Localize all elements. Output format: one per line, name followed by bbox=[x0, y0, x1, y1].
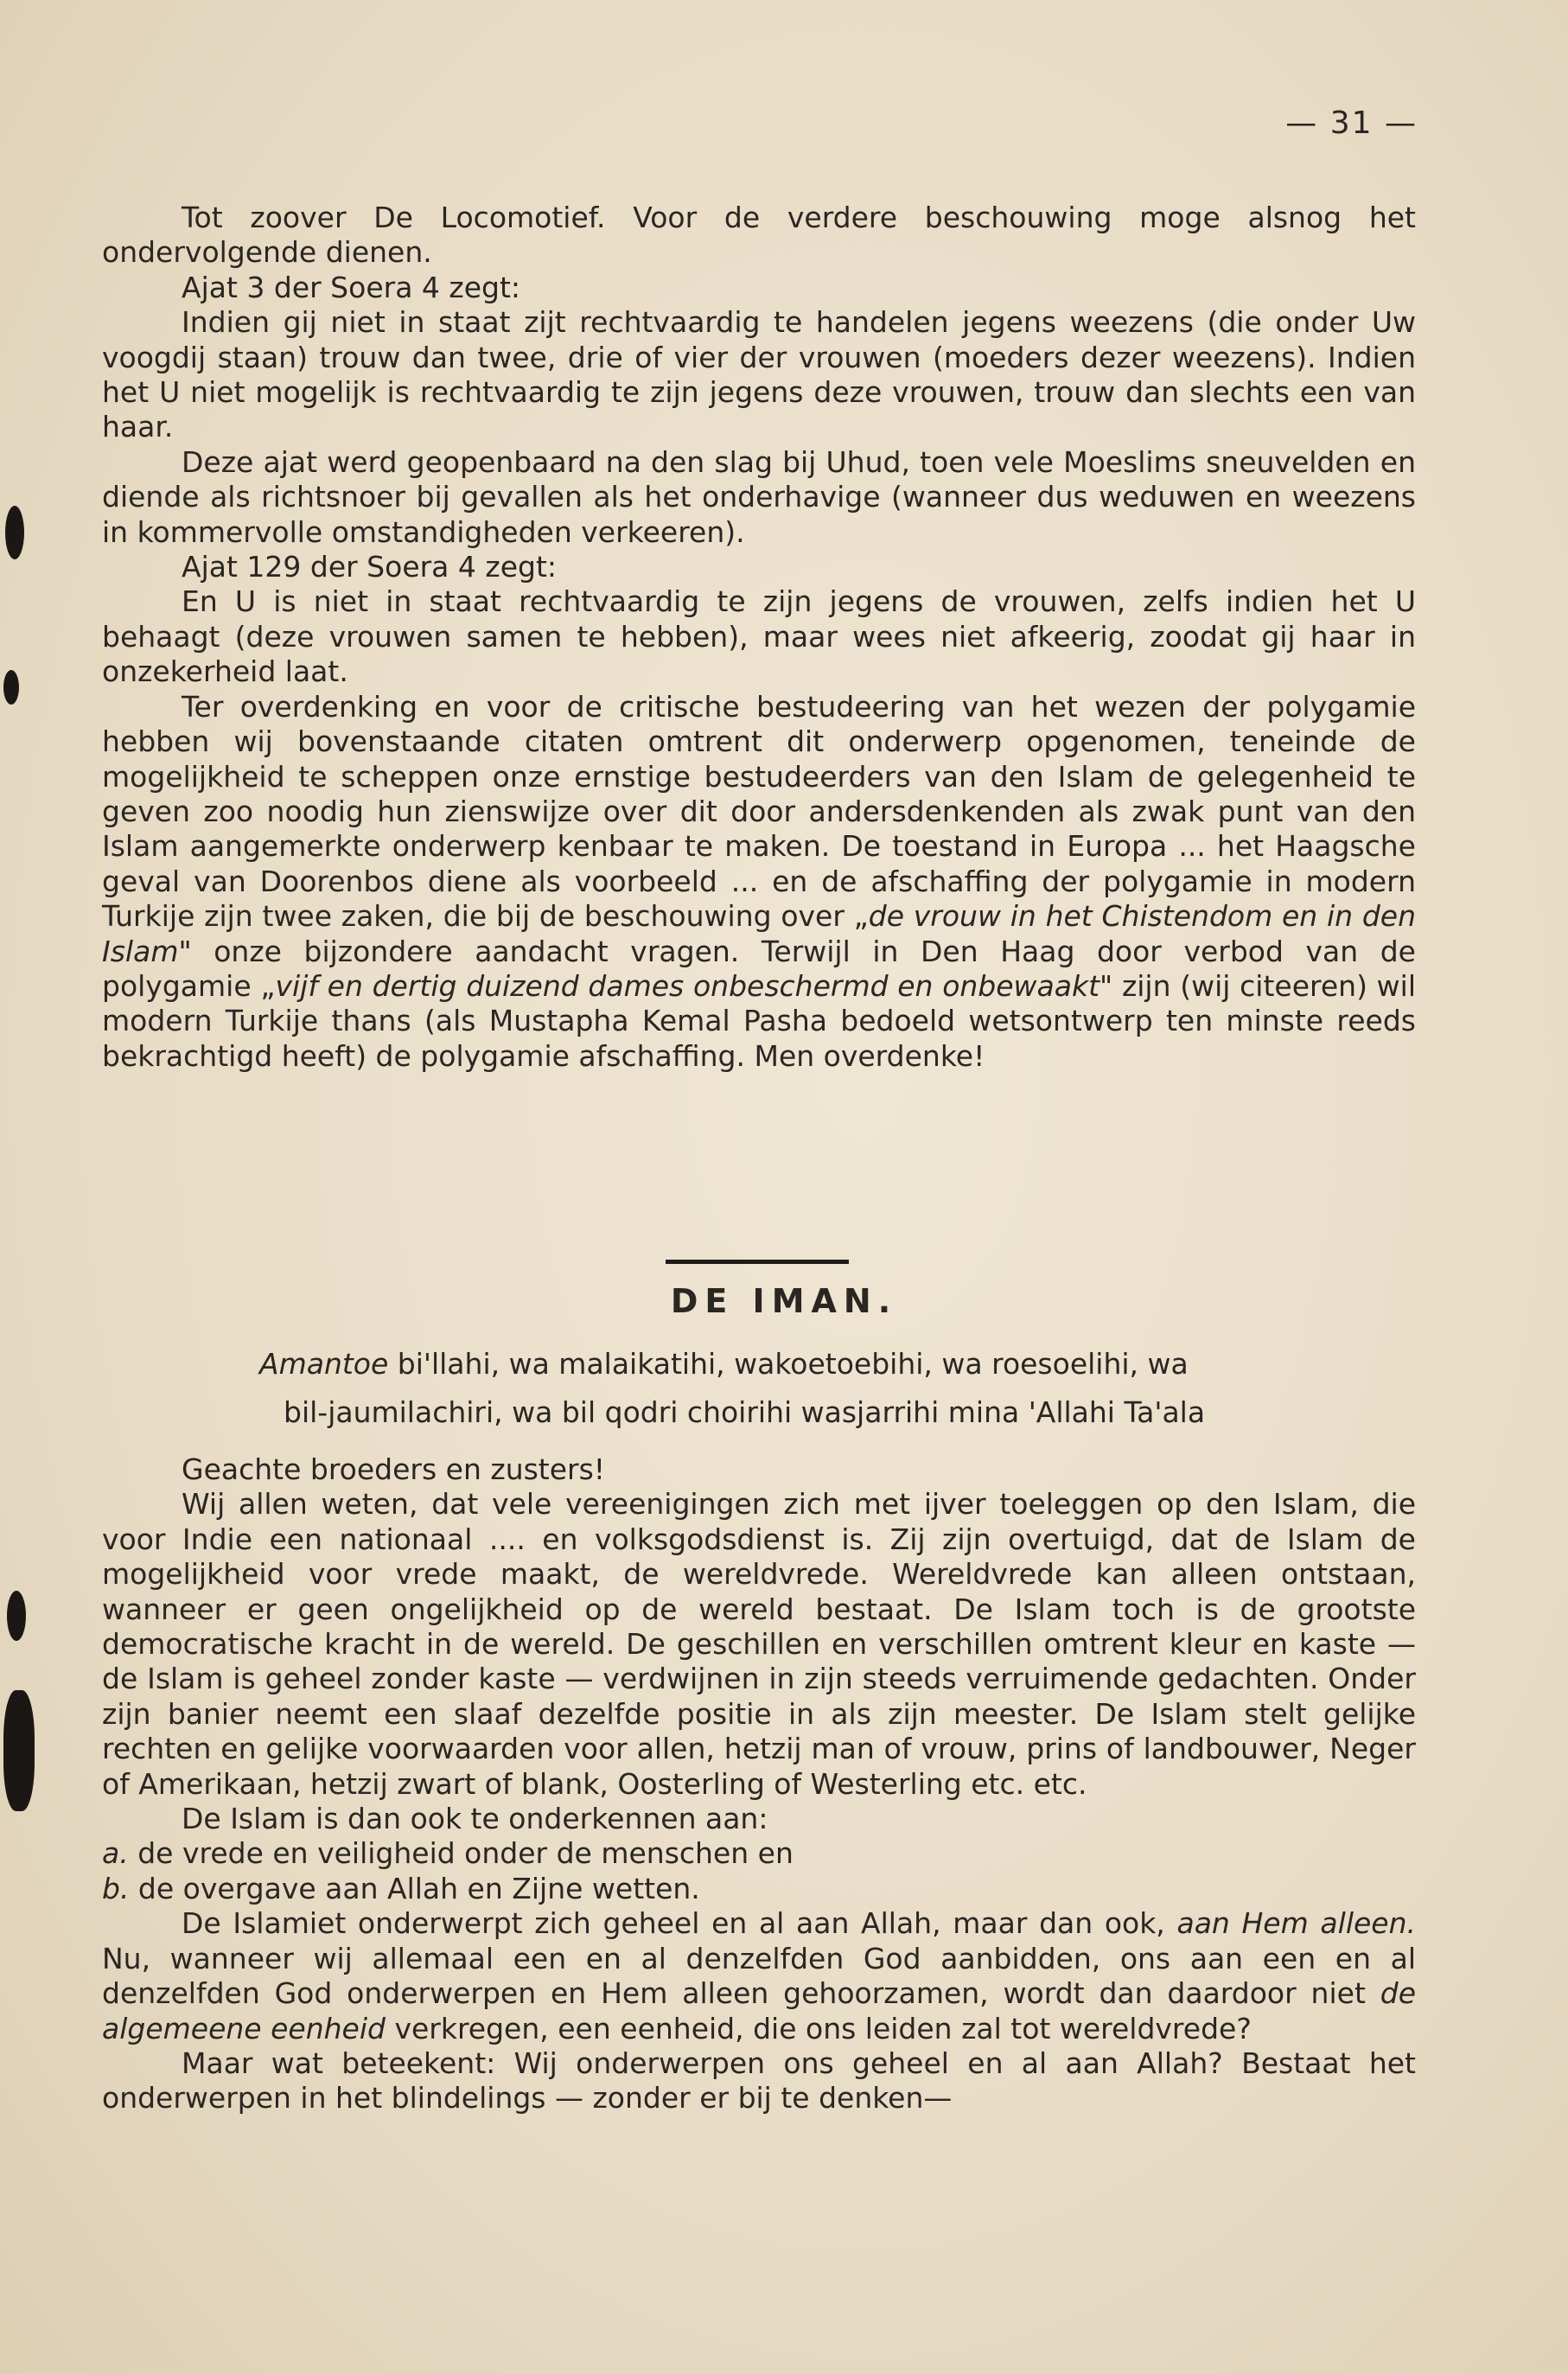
paragraph: De Islam is dan ook te onderkennen aan: bbox=[182, 1802, 768, 1836]
text-section-polygamy bbox=[102, 201, 1416, 1074]
paragraph: De Islamiet onderwerpt zich geheel en al aan Allah, maar dan ook, aan Hem alleen. Nu, wanneer wij allemaal een en al denzelfden God aanbidden, ons aan een en al denzelfden God onderwerpen en Hem alleen gehoorzamen, wordt dan daardoor niet de algemeene eenheid verkregen, een eenheid, die ons leiden zal tot wereldvrede? bbox=[102, 1906, 1416, 2045]
margin-ink-blot bbox=[7, 1591, 26, 1641]
paragraph: Deze ajat werd geopenbaard na den slag bij Uhud, toen vele Moeslims sneuvelden en diende als richtsnoer bij gevallen als het onderhavige (wanneer dus weduwen en weezens in kommervolle omstandigheden verkeeren). bbox=[102, 444, 1416, 549]
paragraph: Ajat 129 der Soera 4 zegt: bbox=[182, 550, 558, 584]
paragraph: Indien gij niet in staat zijt rechtvaardig te handelen jegens weezens (die onder Uw voogdij staan) trouw dan twee, drie of vier der vrouwen (moeders dezer weezens). Indien het U niet mogelijk is rechtvaardig te zijn jegens deze vrouwen, trouw dan slechts een van haar. bbox=[102, 305, 1416, 444]
section-heading: DE IMAN. bbox=[670, 1282, 898, 1320]
paragraph: b. de overgave aan Allah en Zijne wetten. bbox=[102, 1871, 700, 1905]
paragraph: Ajat 3 der Soera 4 zegt: bbox=[182, 270, 521, 304]
verse-line: Amantoe bi'llahi, wa malaikatihi, wakoetoebihi, wa roesoelihi, wa bbox=[259, 1347, 1189, 1381]
paragraph: a. de vrede en veiligheid onder de menschen en bbox=[102, 1836, 794, 1871]
paragraph: Ter overdenking en voor de critische bestudeering van het wezen der polygamie hebben wij bovenstaande citaten omtrent dit onderwerp opgenomen, teneinde de mogelijkheid te scheppen onze ernstige bestudeerders van den Islam de gelegenheid te geven zoo noodig hun zienswijze over dit door andersdenkenden als zwak punt van den Islam aangemerkte onderwerp kenbaar te maken. De toestand in Europa ... het Haagsche geval van Doorenbos diene als voorbeeld ... en de afschaffing der polygamie in modern Turkije zijn twee zaken, die bij de beschouwing over „de vrouw in het Chistendom en in den Islam" onze bijzondere aandacht vragen. Terwijl in Den Haag door verbod van de polygamie „vijf en dertig duizend dames onbeschermd en onbewaakt" zijn (wij citeeren) wil modern Turkije thans (als Mustapha Kemal Pasha bedoeld wetsontwerp ten minste reeds bekrachtigd heeft) de polygamie afschaffing. Men overdenke! bbox=[102, 689, 1417, 1073]
paragraph: En U is niet in staat rechtvaardig te zijn jegens de vrouwen, zelfs indien het U behaagt (deze vrouwen samen te hebben), maar wees niet afkeerig, zoodat gij haar in onzekerheid laat. bbox=[102, 584, 1416, 689]
margin-ink-blot bbox=[5, 506, 24, 559]
paragraph: Wij allen weten, dat vele vereenigingen zich met ijver toeleggen op den Islam, die voor Indie een nationaal .... en volksgodsdienst is. Zij zijn overtuigd, dat de Islam de mogelijkheid voor vrede maakt, de wereldvrede. Wereldvrede kan alleen ontstaan, wanneer er geen ongelijkheid op de wereld bestaat. De Islam toch is de grootste democratische kracht in de wereld. De geschillen en verschillen omtrent kleur en kaste — de Islam is geheel zonder kaste — verdwijnen in zijn steeds verruimende gedachten. Onder zijn banier neemt een slaaf dezelfde positie in als zijn meester. De Islam stelt gelijke rechten en gelijke voorwaarden voor allen, hetzij man of vrouw, prins of landbouwer, Neger of Amerikaan, hetzij zwart of blank, Oosterling of Westerling etc. etc. bbox=[102, 1487, 1416, 1801]
section-divider bbox=[666, 1260, 849, 1264]
paragraph: Maar wat beteekent: Wij onderwerpen ons geheel en al aan Allah? Bestaat het onderwerpen in het blindelings — zonder er bij te denken— bbox=[102, 2045, 1416, 2116]
paragraph: Tot zoover De Locomotief. Voor de verdere beschouwing moge alsnog het ondervolgende dienen. bbox=[102, 201, 1416, 270]
arabic-creed-transliteration bbox=[259, 1340, 1418, 1437]
verse-line: bil-jaumilachiri, wa bil qodri choirihi wasjarrihi mina 'Allahi Ta'ala bbox=[284, 1395, 1206, 1429]
margin-ink-blot bbox=[3, 670, 19, 705]
margin-ink-blot bbox=[3, 1690, 35, 1811]
page-number: — 31 — bbox=[1285, 105, 1418, 141]
text-section-iman bbox=[102, 1452, 1416, 2116]
paragraph: Geachte broeders en zusters! bbox=[182, 1452, 606, 1486]
